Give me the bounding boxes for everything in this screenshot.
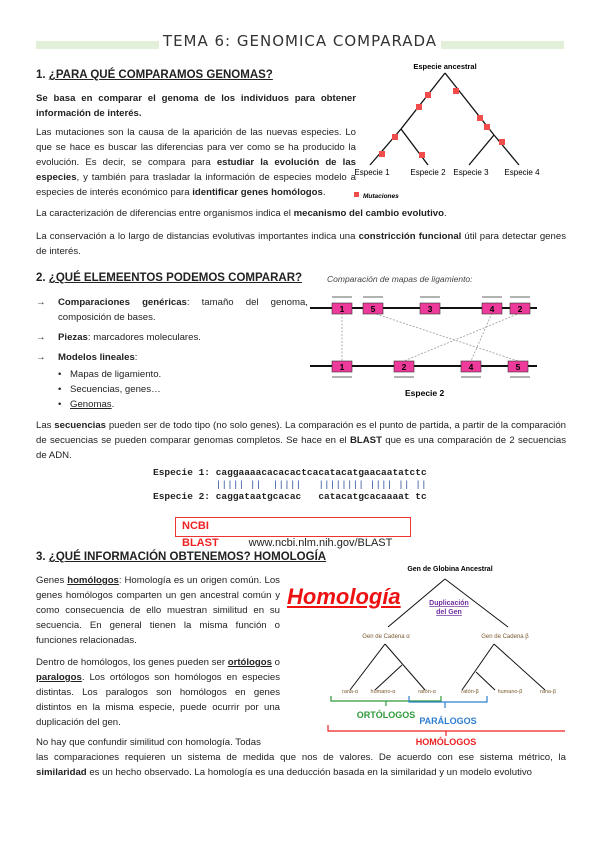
marker-label: 5 (515, 362, 521, 372)
homology-title: Homología (287, 584, 401, 609)
list-item: • Genomas. (58, 397, 308, 412)
s1-paragraph-4: La conservación a lo largo de distancias evolutivas importantes indica una constricción funcional útil para detectar genes de interés. (36, 231, 566, 257)
s1-paragraph-2: Las mutaciones son la causa de la aparición de las nuevas especies. Lo que se hace es buscar las diferencias para ver como se ha producido la evolución. Es decir, se compara para estudiar la evolución de las especies, y también para trasladar la información de especies modelo a especies de interés económico para identificar genes homólogos. (36, 127, 356, 198)
page-title: TEMA 6: GENOMICA COMPARADA (0, 34, 600, 49)
s3-paragraph-1: Genes homólogos: Homología es un origen común. Los genes homólogos comparten un gen ancestral común y como consecuencia de ello muestran similitud en su secuencia. En general tienen la misma función o funciones relacionadas. (36, 575, 280, 646)
tree-leaf-label: Especie 3 (453, 168, 489, 177)
tree-root-label: Especie ancestral (413, 62, 477, 71)
sequence-2: Especie 2: caggataatgcacac catacatgcacaaaat tc (153, 491, 427, 502)
s3-paragraph-4: las comparaciones requieren un sistema de medida que nos de valores. De acuerdo con ese sistema métrico, la similaridad es un hecho observado. La homología es una deducción basada en la similaridad y un modelo evolutivo (36, 752, 566, 778)
sequence-1: Especie 1: caggaaaacacacactcacatacatgaacaatatctc (153, 467, 427, 478)
mutation-marker (477, 115, 483, 121)
list-item: → Modelos lineales: (36, 350, 308, 365)
orthologs-bracket (331, 696, 441, 706)
beta-gene-label: Gen de Cadena β (481, 634, 529, 640)
map-caption: Comparación de mapas de ligamiento: (327, 274, 473, 284)
leaf-label: rana-β (539, 689, 557, 695)
tree-leaf-label: Especie 4 (504, 168, 540, 177)
blast-label: NCBI BLAST (182, 520, 219, 549)
leaf-label: rana-α (341, 689, 359, 695)
homologs-bracket (328, 725, 565, 736)
s1-paragraph-3: La caracterización de diferencias entre organismos indica el mecanismo del cambio evolutivo. (36, 208, 447, 219)
section-1-heading: 1. ¿PARA QUÉ COMPARAMOS GENOMAS? (36, 69, 273, 81)
alpha-gene-label: Gen de Cadena α (362, 634, 410, 640)
section-3-heading: 3. ¿QUÉ INFORMACIÓN OBTENEMOS? HOMOLOGÍA (36, 551, 327, 563)
mutation-marker (392, 134, 398, 140)
leaf-label: humano-β (497, 689, 523, 695)
tree-leaf-label: Especie 1 (354, 168, 390, 177)
duplication-label: del Gen (436, 609, 462, 616)
list-item: → Piezas: marcadores moleculares. (36, 330, 308, 345)
marker-label: 4 (489, 304, 495, 314)
mutation-markers (354, 88, 505, 197)
marker-label: 2 (401, 362, 407, 372)
marker-label: 1 (339, 362, 345, 372)
list-item: → Comparaciones genéricas: tamaño del genoma, composición de bases. (36, 295, 308, 325)
marker-label: 3 (427, 304, 433, 314)
duplication-label: Duplicación (429, 600, 469, 607)
mutation-marker (419, 152, 425, 158)
paralogs-bracket (409, 696, 487, 708)
mutation-marker (416, 104, 422, 110)
marker-label: 1 (339, 304, 345, 314)
tree-legend-label: Mutaciones (363, 193, 399, 200)
s1-paragraph-1: Se basa en comparar el genoma de los individuos para obtener información de interés. (36, 93, 356, 119)
legend-swatch (354, 192, 359, 197)
section-2-heading: 2. ¿QUÉ ELEMEENTOS PODEMOS COMPARAR? (36, 272, 303, 284)
mutation-marker (484, 124, 490, 130)
blast-link[interactable]: www.ncbi.nlm.nih.gov/BLAST (248, 537, 393, 549)
orthologs-label: ORTÓLOGOS (356, 710, 416, 720)
list-item: • Secuencias, genes… (58, 382, 308, 397)
map-species-label: Especie 2 (405, 388, 445, 398)
leaf-label: ratón-β (461, 689, 479, 695)
mutation-marker (499, 139, 505, 145)
s3-paragraph-2: Dentro de homólogos, los genes pueden ser ortólogos o paralogos. Los ortólogos son homólogos en especies distintas. Los paralogos son homólogos en genes distintos en la misma especie, puede ocurrir por una duplicación del gen. (36, 657, 280, 728)
linkage-map (310, 297, 537, 377)
homologs-label: HOMÓLOGOS (415, 737, 477, 747)
s3-paragraph-3: No hay que confundir similitud con homología. Todas (36, 737, 261, 748)
leaf-label: ratón-α (418, 689, 436, 695)
marker-label: 4 (468, 362, 474, 372)
mutation-marker (379, 151, 385, 157)
list-item: • Mapas de ligamiento. (58, 367, 308, 382)
phylogenetic-tree (370, 73, 519, 165)
leaf-label: humano-α (370, 689, 396, 695)
homology-root-label: Gen de Globina Ancestral (407, 566, 493, 573)
s2-paragraph: Las secuencias pueden ser de todo tipo (no solo genes). La comparación es el punto de partida, a partir de la comparación de secuencias se pueden comparar genomas completos. Se hace en el BLAST que es una comparación de 2 secuencias de ADN. (36, 420, 567, 461)
sequence-match: ||||| || ||||| |||||||| |||| || || (153, 479, 427, 490)
paralogs-label: PARÁLOGOS (419, 716, 477, 726)
tree-leaf-label: Especie 2 (410, 168, 446, 177)
mutation-marker (453, 88, 459, 94)
marker-label: 5 (370, 304, 376, 314)
mutation-marker (425, 92, 431, 98)
marker-label: 2 (517, 304, 523, 314)
